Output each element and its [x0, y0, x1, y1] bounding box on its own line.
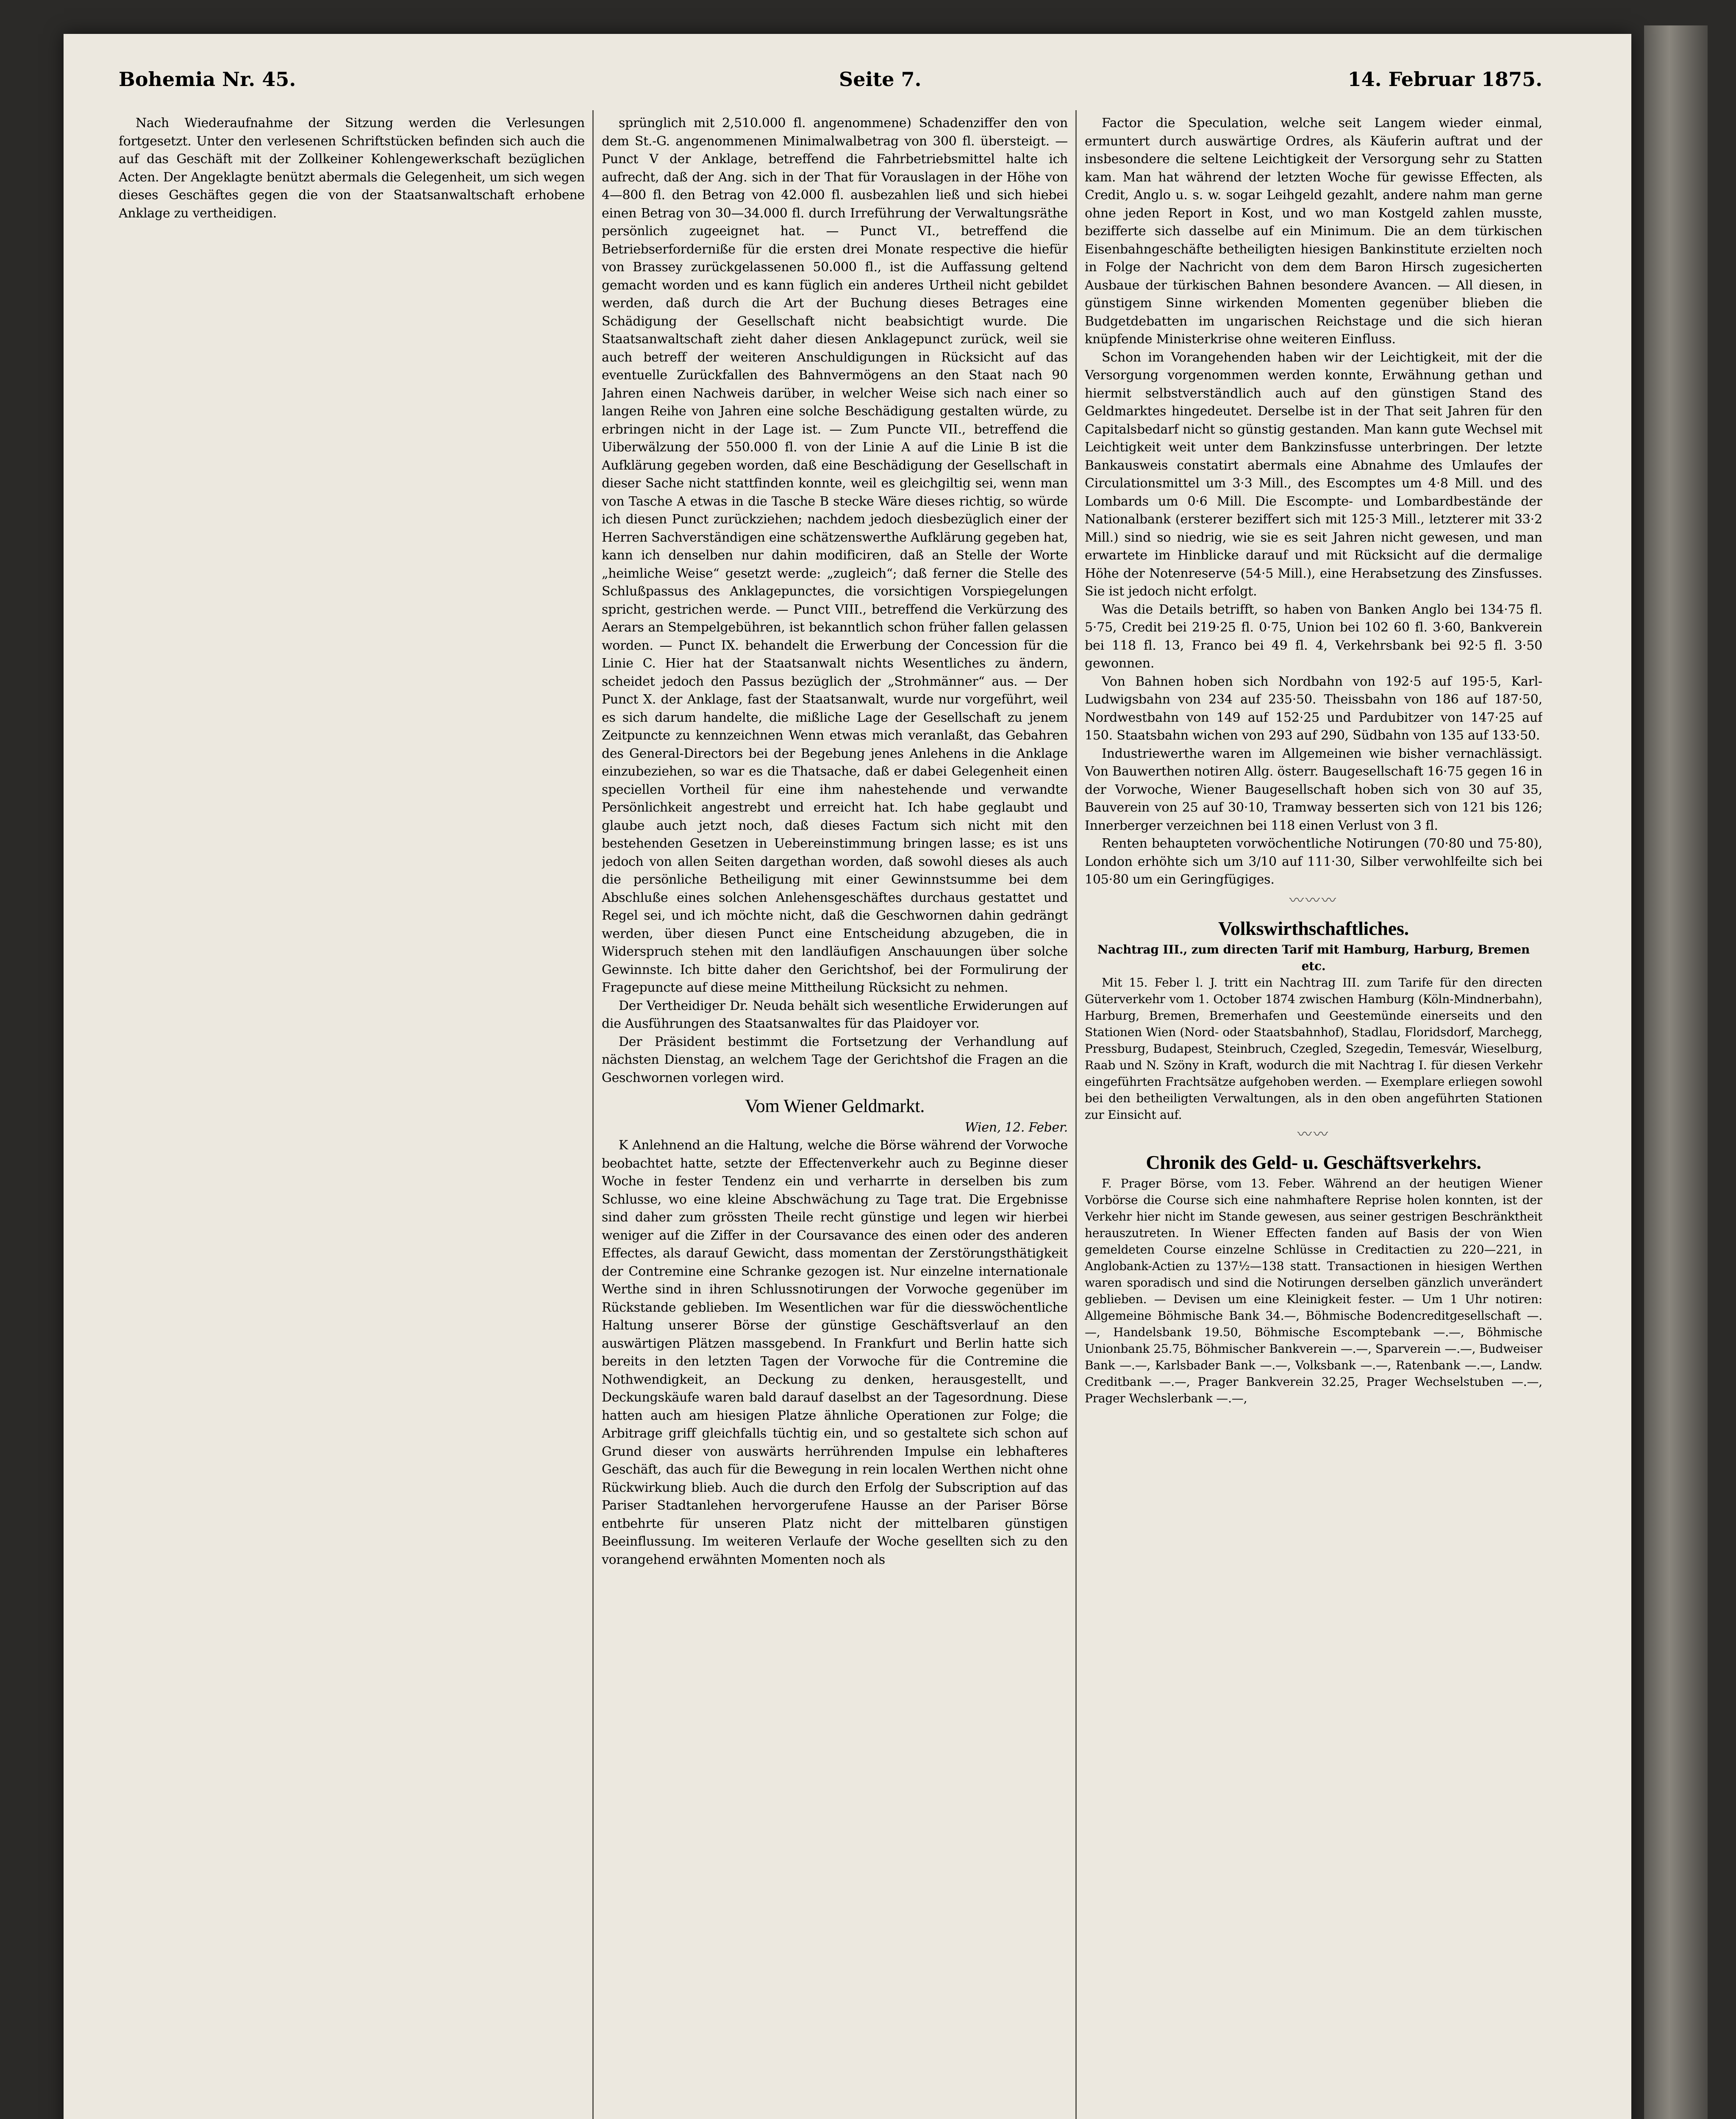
col3-paragraph: Renten behaupteten vorwöchentliche Notirungen (70·80 und 75·80), London erhöhte sich um 3/10 auf 111·30, Silber verwohlfeilte sich bei 105·80 um ein Geringfügiges.	[1085, 836, 1542, 887]
book-binding	[1644, 25, 1708, 2119]
header-page-number: Seite 7.	[839, 68, 922, 91]
col2-paragraph: Der Präsident bestimmt die Fortsetzung der Verhandlung auf nächsten Dienstag, an welchem Tage der Gerichtshof die Fragen an die Geschwornen vorlegen wird.	[602, 1034, 1068, 1085]
header-issue: Bohemia Nr. 45.	[119, 68, 296, 91]
ornament-divider: 〰〰	[1297, 1126, 1330, 1143]
tariff-text: Mit 15. Feber l. J. tritt ein Nachtrag III. zum Tarife für den directen Güterverkehr vom 1. October 1874 zwischen Hamburg (Köln-Mindnerbahn), Harburg, Bremen, Bremerhafen und Geestemünde einerseits und den Stationen Wien (Nord- oder Staatsbahnhof), Stadlau, Floridsdorf, Marchegg, Pressburg, Budapest, Steinbruch, Czegled, Szegedin, Temesvár, Wieselburg, Raab und N. Szöny in Kraft, wodurch die mit Nachtrag I. für diesen Verkehr eingeführten Frachtsätze aufgehoben werden. — Exemplare erliegen sowohl bei den betheiligten Verwaltungen, als in den oben angeführten Stationen zur Einsicht auf.	[1085, 975, 1542, 1122]
section-title-geldmarkt: Vom Wiener Geldmarkt.	[744, 1096, 925, 1116]
section-title-volkswirthschaft: Volkswirthschaftliches.	[1218, 918, 1409, 939]
col3-paragraph: Industriewerthe waren im Allgemeinen wie bisher vernachlässigt. Von Bauwerthen notiren Allg. österr. Baugesellschaft 16·75 gegen 16 in der Vorwoche, Wiener Baugesellschaft hoben sich von 30 auf 35, Bauverein von 25 auf 30·10, Tramway besserten sich von 121 bis 126; Innerberger verzeichnen bei 118 einen Verlust von 3 fl.	[1085, 746, 1542, 833]
header-date: 14. Februar 1875.	[1347, 68, 1542, 91]
geldmarkt-paragraph: K Anlehnend an die Haltung, welche die Börse während der Vorwoche beobachtet hatte, setzte der Effectenverkehr auch zu Beginne dieser Woche in fester Tendenz ein und verharrte in derselben bis zum Schlusse, wo eine kleine Abschwächung zu Tage trat. Die Ergebnisse sind daher zum grössten Theile recht günstige und legen wir hierbei weniger auf die Ziffer in der Coursavance des einen oder des anderen Effectes, als darauf Gewicht, dass momentan der Zerstörungsthätigkeit der Contremine eine Schranke gezogen ist. Nur einzelne internationale Werthe sind in ihren Schlussnotirungen der Vorwoche gegenüber im Rückstande geblieben. Im Wesentlichen war für die diesswöchentliche Haltung unserer Börse der günstige Geschäftsverlauf an den auswärtigen Plätzen massgebend. In Frankfurt und Berlin hatte sich bereits in den letzten Tagen der Vorwoche für die Contremine die Nothwendigkeit, an Deckung zu denken, herausgestellt, und Deckungskäufe waren bald darauf daselbst an der Tagesordnung. Diese hatten auch am hiesigen Platze ähnliche Operationen zur Folge; die Arbitrage griff gleichfalls tüchtig ein, und so gestaltete sich schon auf Grund dieser von auswärts herrührenden Impulse ein lebhafteres Geschäft, das auch für die Bewegung in rein localen Werthen nicht ohne Rückwirkung blieb. Auch die durch den Erfolg der Subscription auf das Pariser Stadtanlehen hervorgerufene Hausse an der Pariser Börse entbehrte für unseren Platz nicht der mittelbaren günstigen Beeinflussung. Im weiteren Verlaufe der Woche gesellten sich zu den vorangehend erwähnten Momenten noch als	[602, 1138, 1068, 1567]
section-title-chronik: Chronik des Geld- u. Geschäftsverkehrs.	[1146, 1151, 1481, 1173]
ornament-divider: 〰〰〰	[1289, 892, 1338, 909]
col3-paragraph: Was die Details betrifft, so haben von Banken Anglo bei 134·75 fl. 5·75, Credit bei 219·25 fl. 0·75, Union bei 102 60 fl. 3·60, Bankverein bei 118 fl. 13, Franco bei 49 fl. 4, Verkehrsbank bei 92·5 fl. 3·50 gewonnen.	[1085, 602, 1542, 671]
column-3	[1085, 114, 1542, 2119]
col3-paragraph: Schon im Vorangehenden haben wir der Leichtigkeit, mit der die Versorgung vorgenommen werden konnte, Erwähnung gethan und hiermit selbstverständlich auch auf den günstigen Stand des Geldmarktes hingedeutet. Derselbe ist in der That seit Jahren für den Capitalsbedarf nicht so günstig gestanden. Man kann gute Wechsel mit Leichtigkeit weit unter dem Bankzinsfusse unterbringen. Der letzte Bankausweis constatirt abermals eine Abnahme des Umlaufes der Circulationsmittel um 3·3 Mill., des Escomptes um 4·8 Mill. und des Lombards um 0·6 Mill. Die Escompte- und Lombardbestände der Nationalbank (ersterer beziffert sich mit 125·3 Mill., letzterer mit 33·2 Mill.) sind so niedrig, wie sie es seit Jahren nicht gewesen, und man erwartete im Hinblicke darauf und mit Rücksicht auf die dermalige Höhe der Notenreserve (54·5 Mill.), eine Herabsetzung des Zinsfusses. Sie ist jedoch nicht erfolgt.	[1085, 350, 1542, 599]
column-divider-1	[592, 110, 594, 2119]
column-divider-2	[1075, 110, 1077, 2119]
col3-paragraph: Von Bahnen hoben sich Nordbahn von 192·5 auf 195·5, Karl-Ludwigsbahn von 234 auf 235·50. Theissbahn von 186 auf 187·50, Nordwestbahn von 149 auf 152·25 und Pardubitzer von 147·25 auf 150. Staatsbahn wichen von 293 auf 290, Südbahn von 135 auf 133·50.	[1085, 674, 1542, 743]
col1-paragraph: Nach Wiederaufnahme der Sitzung werden die Verlesungen fortgesetzt. Unter den verlesenen Schriftstücken befinden sich auch die auf das Geschäft mit der Zollkeiner Kohlengewerkschaft bezüglichen Acten. Der Angeklagte benützt abermals die Gelegenheit, um sich wegen dieses Geschäftes gegen die von der Staatsanwaltschaft erhobene Anklage zu vertheidigen.	[119, 116, 585, 221]
column-1	[119, 114, 585, 2119]
tariff-subtitle: Nachtrag III., zum directen Tarif mit Hamburg, Harburg, Bremen etc.	[1097, 942, 1530, 973]
column-2	[602, 114, 1068, 2119]
col3-paragraph: Factor die Speculation, welche seit Langem wieder einmal, ermuntert durch auswärtige Ordres, als Käuferin auftrat und der insbesondere die seltene Leichtigkeit der Versorgung sehr zu Statten kam. Man hat während der letzten Woche für gewisse Effecten, als Credit, Anglo u. s. w. sogar Leihgeld gezahlt, andere nahm man gerne ohne jeden Report in Kost, und wo man Kostgeld zahlen musste, bezifferte sich dasselbe auf ein Minimum. Die an dem türkischen Eisenbahngeschäfte betheiligten hiesigen Bankinstitute erzielten noch in Folge der Nachricht von dem dem Baron Hirsch zugesicherten Ausbaue der türkischen Bahnen besondere Avancen. — All diesen, in günstigem Sinne wirkenden Momenten gegenüber blieben die Budgetdebatten im ungarischen Reichstage und die sich hieran knüpfende Ministerkrise ohne weiteren Einfluss.	[1085, 116, 1542, 347]
page-header	[119, 64, 1542, 102]
dateline: Wien, 12. Feber.	[965, 1120, 1068, 1135]
chronik-text: F. Prager Börse, vom 13. Feber. Während an der heutigen Wiener Vorbörse die Course sich eine nahmhaftere Reprise holen konnten, ist der Verkehr hier nicht im Stande gewesen, aus seiner gestrigen Beschränktheit herauszutreten. In Wiener Effecten fanden auf Basis der von Wien gemeldeten Course einzelne Schlüsse in Creditactien zu 220—221, in Anglobank-Actien zu 137½—138 statt. Transactionen in hiesigen Werthen waren sporadisch und sind die Notirungen derselben gänzlich unverändert geblieben. — Devisen um eine Kleinigkeit fester. — Um 1 Uhr notiren: Allgemeine Böhmische Bank 34.—, Böhmische Bodencreditgesellschaft —.—, Handelsbank 19.50, Böhmische Escomptebank —.—, Böhmische Unionbank 25.75, Böhmischer Bankverein —.—, Sparverein —.—, Budweiser Bank —.—, Karlsbader Bank —.—, Volksbank —.—, Ratenbank —.—, Landw. Creditbank —.—, Prager Bankverein 32.25, Prager Wechselstuben —.—, Prager Wechslerbank —.—,	[1085, 1176, 1542, 1405]
col2-paragraph: sprünglich mit 2,510.000 fl. angenommene) Schadenziffer den von dem St.-G. angenommenen Minimalwalbetrag von 300 fl. übersteigt. — Punct V der Anklage, betreffend die Fahrbetriebsmittel halte ich aufrecht, daß der Ang. sich in der That für Vorauslagen in der Höhe von 4—800 fl. den Betrag von 42.000 fl. ausbezahlen ließ und sich hiebei einen Betrag von 30—34.000 fl. durch Irreführung der Verwaltungsräthe persönlich zugeeignet hat. — Punct VI., betreffend die Betriebserforderniße für die ersten drei Monate respective die hiefür von Brassey zurückgelassenen 50.000 fl., ist die Auffassung geltend gemacht worden und es kann füglich ein anderes Urtheil nicht gebildet werden, daß durch die Art der Buchung dieses Betrages eine Schädigung der Gesellschaft nicht beabsichtigt wurde. Die Staatsanwaltschaft zieht daher diesen Anklagepunct zurück, weil sie auch betreff der weiteren Anschuldigungen in Rücksicht auf das eventuelle Zurückfallen des Bahnvermögens an den Staat nach 90 Jahren einen Nachweis darüber, in welcher Weise sich nach einer so langen Reihe von Jahren eine solche Beschädigung gestalten würde, zu erbringen nicht in der Lage ist. — Zum Puncte VII., betreffend die Uiberwälzung der 550.000 fl. von der Linie A auf die Linie B ist die Aufklärung gegeben worden, daß eine Beschädigung der Gesellschaft in dieser Sache nicht stattfinden konnte, weil es gleichgiltig sei, wenn man von Tasche A etwas in die Tasche B stecke Wäre dieses richtig, so würde ich diesen Punct zurückziehen; nachdem jedoch diesbezüglich einer der Herren Sachverständigen eine schätzenswerthe Aufklärung gegeben hat, kann ich denselben nur dahin modificiren, daß an Stelle der Worte „heimliche Weise“ gesetzt werde: „zugleich“; daß ferner die Stelle des Schlußpassus des Anklagepunctes, die vorsichtigen Vorspiegelungen spricht, gestrichen werde. — Punct VIII., betreffend die Verkürzung des Aerars an Stempelgebühren, ist bekanntlich schon früher fallen gelassen worden. — Punct IX. behandelt die Erwerbung der Concession für die Linie C. Hier hat der Staatsanwalt nichts Wesentliches zu ändern, scheidet jedoch den Passus bezüglich der „Strohmänner“ aus. — Der Punct X. der Anklage, fast der Staatsanwalt, wurde nur vorgeführt, weil es sich darum handelte, die mißliche Lage der Gesellschaft zu jenem Zeitpuncte zu kennzeichnen Wenn etwas mich veranlaßt, das Gebahren des General-Directors bei der Begebung jenes Anlehens in die Anklage einzubeziehen, so war es die Thatsache, daß er dabei Gelegenheit einen speciellen Vortheil für eine ihm nahestehende und verwandte Persönlichkeit angestrebt und erreicht hat. Ich habe geglaubt und glaube auch jetzt noch, daß dieses Factum sich nicht mit den bestehenden Gesetzen in Uebereinstimmung bringen lasse; es ist uns jedoch von allen Seiten dargethan worden, daß sowohl dieses als auch die persönliche Betheiligung mit einer Gewinnstsumme bei dem Abschluße eines solchen Anlehensgeschäftes durchaus gestattet und Regel sei, und ich möchte nicht, daß die Geschwornen dahin gedrängt werden, über diesen Punct eine Entscheidung abzugeben, die in Widerspruch stehen mit den landläufigen Anschauungen über solche Gewinnste. Ich bitte daher den Gerichtshof, bei der Formulirung der Fragepuncte auf diese meine Mittheilung Rücksicht zu nehmen.	[602, 116, 1068, 995]
col2-paragraph: Der Vertheidiger Dr. Neuda behält sich wesentliche Erwiderungen auf die Ausführungen des Staatsanwaltes für das Plaidoyer vor.	[602, 998, 1068, 1031]
